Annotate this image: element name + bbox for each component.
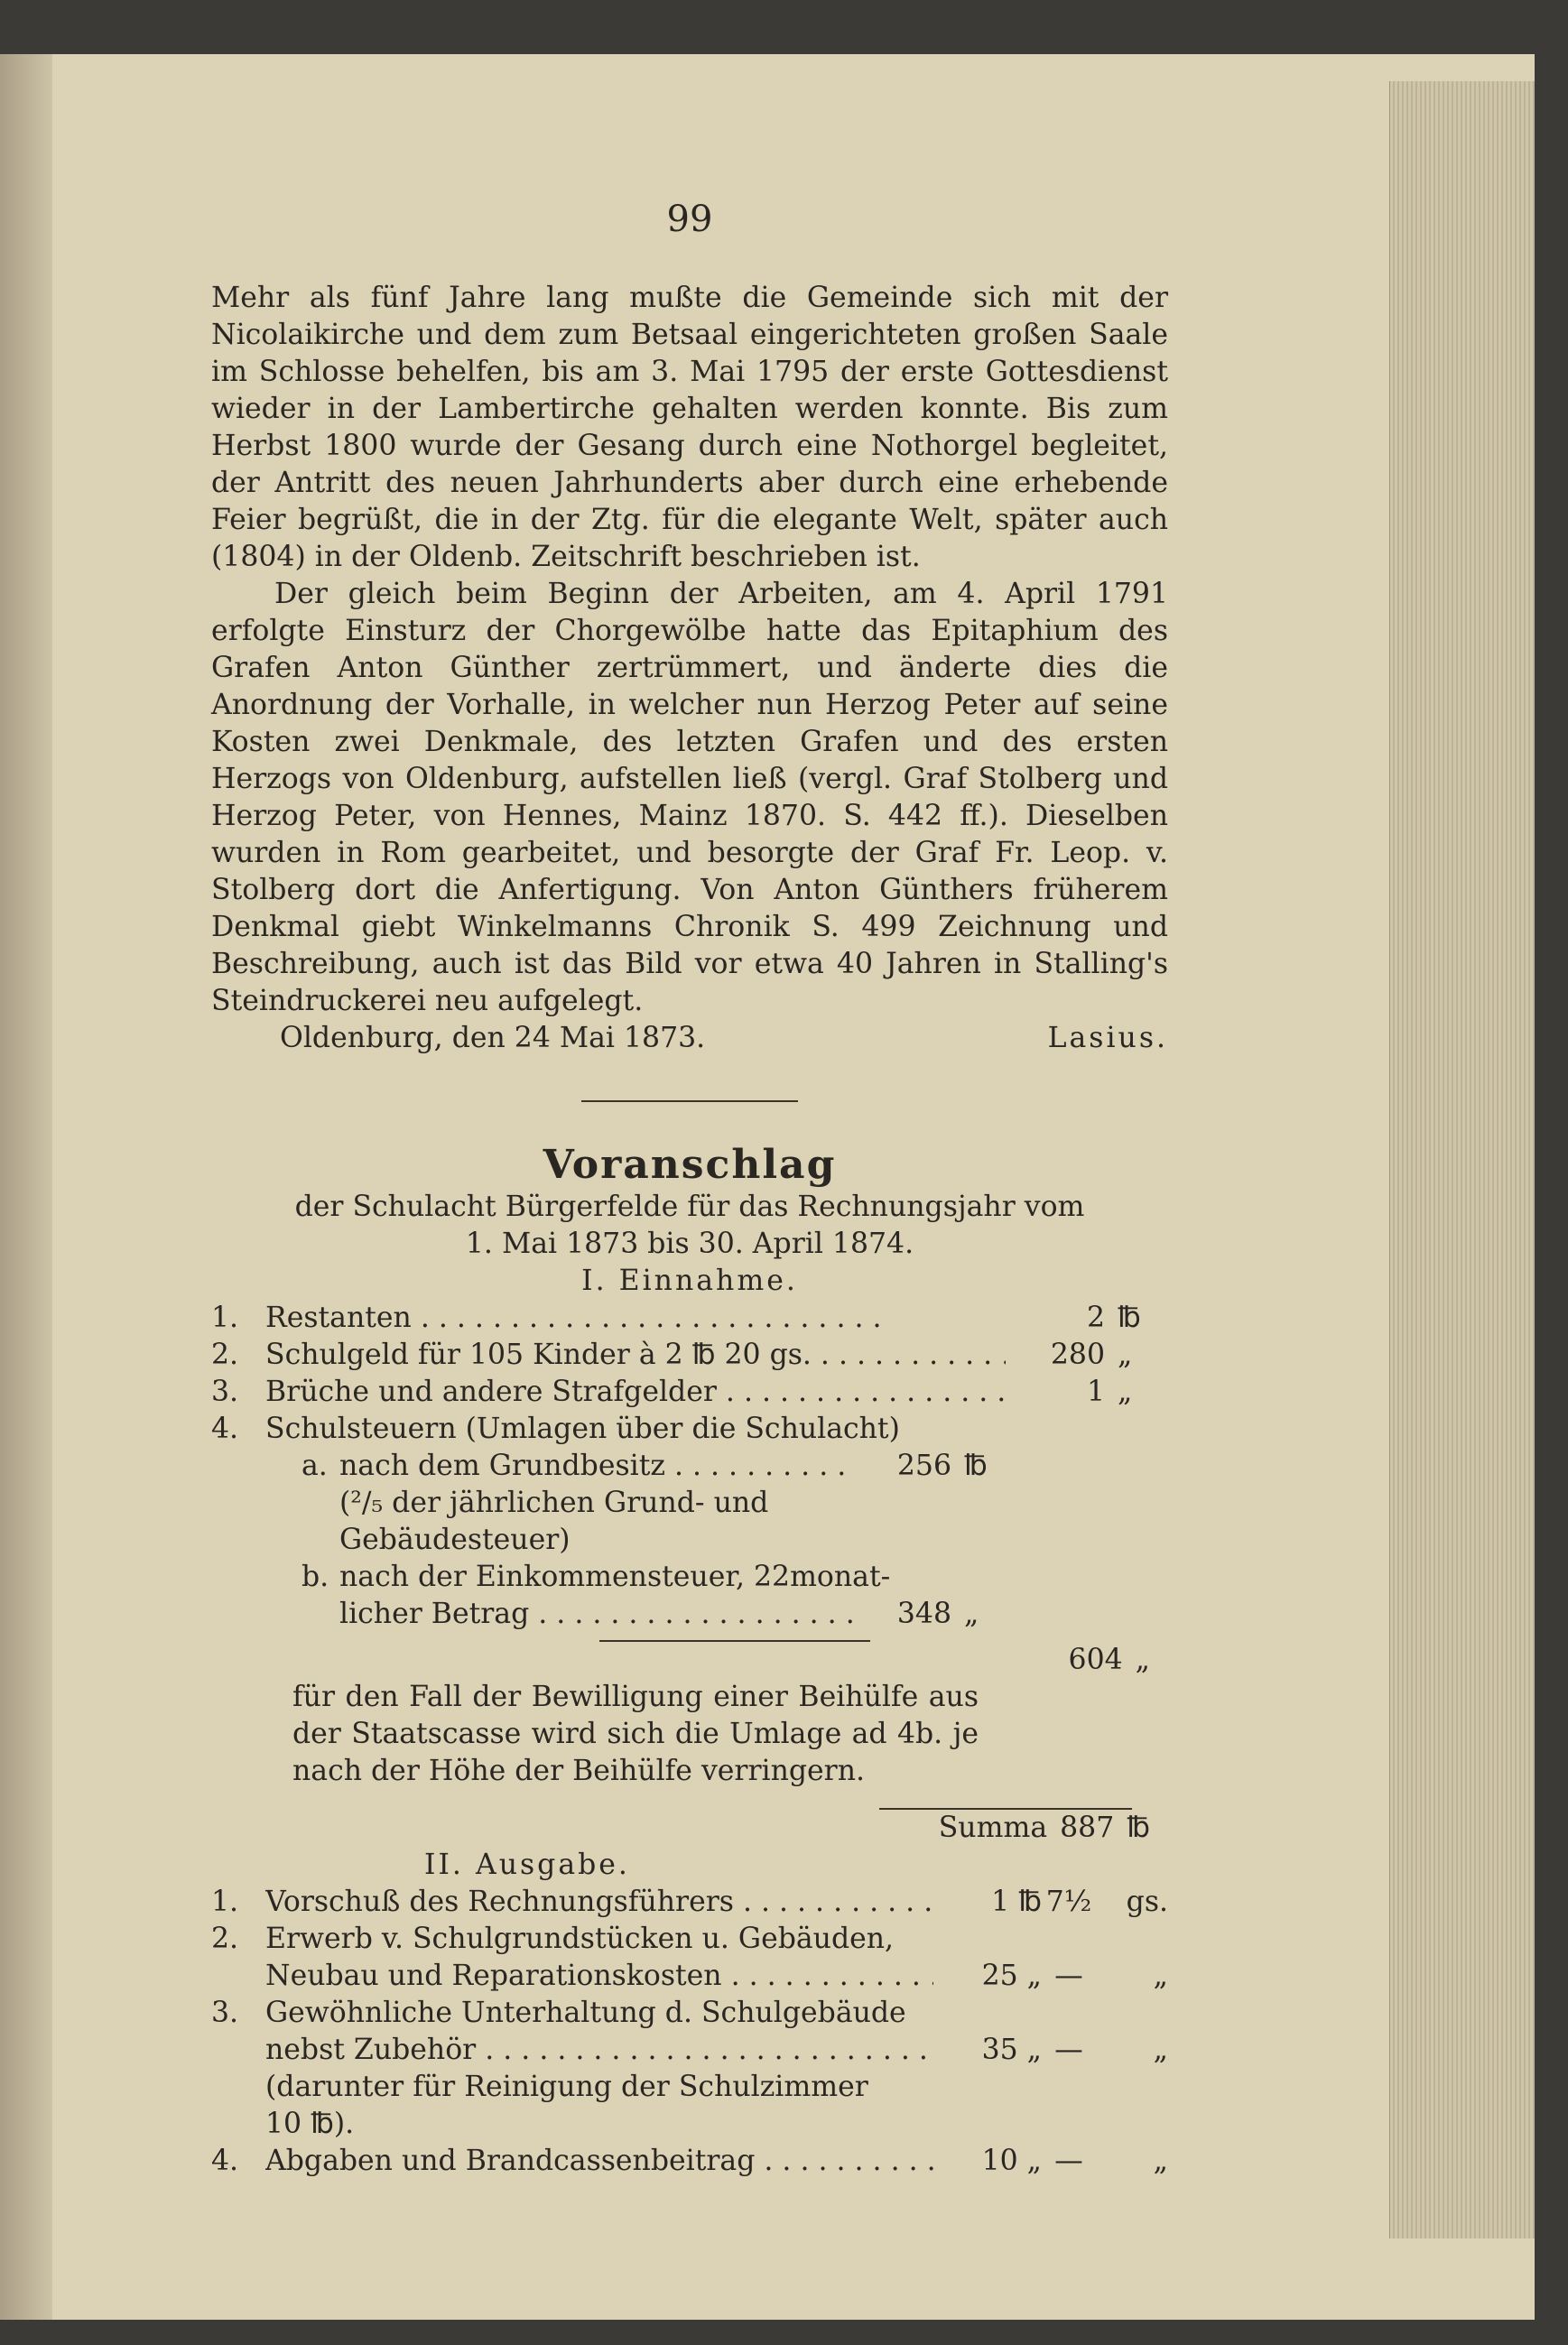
income-row: 1. Restanten . . . 2 ℔: [211, 1300, 1168, 1337]
income-row: 3. Brüche und andere Strafgelder . . . 1 „: [211, 1374, 1168, 1411]
book-page: [0, 54, 1535, 2320]
place-date: Oldenburg, den 24 Mai 1873.: [280, 1022, 706, 1054]
expense-note: (darunter für Reinigung der Schulzimmer 10 ℔).: [265, 2071, 868, 2140]
expense-row-cont: Neubau und Reparationskosten . . . 25 „ — „: [211, 1958, 1168, 1995]
subtotal-row: 604 „: [1068, 1644, 1150, 1676]
budget-title: Voranschlag: [543, 1142, 837, 1188]
paragraph-2: Der gleich beim Beginn der Arbeiten, am 4. April 1791 erfolgte Einsturz der Chorgewölbe hatte das Epitaphium des Grafen Anton Günther zertrümmert, und änderte dies die Anordnung der Vorhalle, in welcher nun Herzog Peter auf seine Kosten zwei Denkmale, des letzten Grafen und des ersten Herzogs von Oldenburg, aufstellen ließ (vergl. Graf Stolberg und Herzog Peter, von Hennes, Mainz 1870. S. 442 ff.). Dieselben wurden in Rom gearbeitet, und besorgte der Graf Fr. Leop. v. Stolberg dort die Anfertigung. Von Anton Günthers früherem Denkmal giebt Winkelmanns Chronik S. 499 Zeichnung und Beschreibung, auch ist das Bild vor etwa 40 Jahren in Stalling's Steindruckerei neu aufgelegt.: [211, 578, 1168, 1017]
expense-heading: II. Ausgabe.: [424, 1849, 630, 1881]
income-heading: I. Einnahme.: [581, 1265, 798, 1297]
text-body: [211, 280, 1168, 2180]
income-note: für den Fall der Bewilligung einer Beihülfe aus der Staatscasse wird sich die Umlage ad 4b. je nach der Höhe der Beihülfe verringern.: [292, 1681, 979, 1787]
expense-row: 1. Vorschuß des Rechnungsführers . . . 1 ℔ 7½ gs.: [211, 1884, 1168, 1921]
budget-subtitle: der Schulacht Bürgerfelde für das Rechnungsjahr vom: [294, 1191, 1085, 1223]
income-subrow-a: a. nach dem Grundbesitz . . . 256 ℔: [211, 1448, 1015, 1485]
budget-period: 1. Mai 1873 bis 30. April 1874.: [465, 1228, 914, 1260]
income-subrow-b: b. nach der Einkommensteuer, 22monat-: [302, 1561, 891, 1593]
expense-row: 4. Abgaben und Brandcassenbeitrag . . . 10 „ — „: [211, 2143, 1168, 2180]
expense-row: 2. Erwerb v. Schulgrundstücken u. Gebäuden,: [211, 1923, 895, 1955]
income-subrow-a-note: (²/₅ der jährlichen Grund- und Gebäudesteuer): [339, 1487, 769, 1556]
sum-row: Summa 887 ℔: [938, 1812, 1150, 1844]
expense-row: 3. Gewöhnliche Unterhaltung d. Schulgebäude: [211, 1997, 906, 2029]
income-row: 2. Schulgeld für 105 Kinder à 2 ℔ 20 gs. . . . 280 „: [211, 1337, 1168, 1374]
income-subrow-b-cont: licher Betrag . . . 348 „: [211, 1596, 1015, 1633]
page-number: 99: [666, 199, 713, 240]
page-edges: [1389, 81, 1535, 2238]
income-row: 4. Schulsteuern (Umlagen über die Schulacht): [211, 1413, 900, 1445]
section-divider: [581, 1100, 798, 1102]
paragraph-1: Mehr als fünf Jahre lang mußte die Gemeinde sich mit der Nicolaikirche und dem zum Betsaal eingerichteten großen Saale im Schlosse behelfen, bis am 3. Mai 1795 der erste Gottesdienst wieder in der Lambertirche gehalten werden konnte. Bis zum Herbst 1800 wurde der Gesang durch eine Nothorgel begleitet, der Antritt des neuen Jahrhunderts aber durch eine erhebende Feier begrüßt, die in der Ztg. für die elegante Welt, später auch (1804) in der Oldenb. Zeitschrift beschrieben ist.: [211, 282, 1168, 573]
signature-line: [211, 1020, 1168, 1057]
book-binding: [0, 54, 52, 2320]
expense-row-cont: nebst Zubehör . . . 35 „ — „: [211, 2032, 1168, 2069]
author: Lasius.: [1047, 1022, 1168, 1054]
